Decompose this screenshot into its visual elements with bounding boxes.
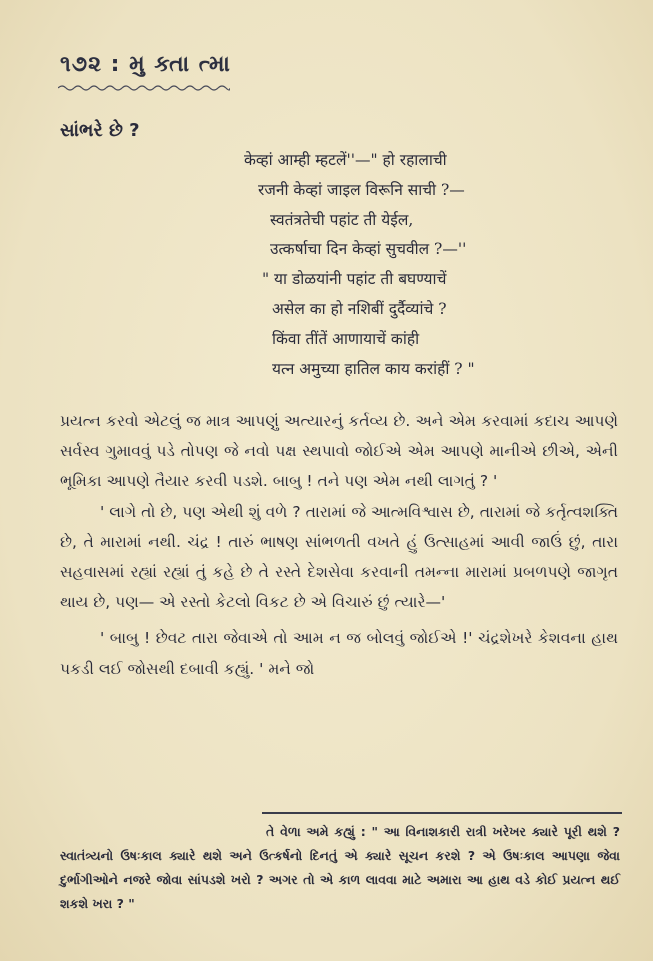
body-paragraph: ' બાબુ ! છેવટ તારા જેવાએ તો આમ ન જ બોલવું જોઈએ !' ચંદ્રશેખરે કેશવના હાથ પકડી લઈ જોસથી દબાવી કહ્યું. ' મને જો [60, 629, 618, 678]
verse-line: रजनी केव्हां जाइल विरूनि साची ?— [258, 180, 465, 199]
verse-line: केव्हां आम्ही म्हटलें''—" हो रहालाची [244, 151, 447, 169]
verse-line: यत्न अमुच्या हातिल काय करांहीं ? " [272, 359, 475, 378]
body-text [60, 406, 618, 684]
body-paragraph: પ્રયત્ન કરવો એટલું જ માત્ર આપણું અત્યારનું કર્તવ્ય છે. અને એમ કરવામાં કદાચ આપણે સર્વસ્વ ગુમાવવું પડે તોપણ જે નવો પક્ષ સ્થપાવો જોઈએ એમ આપણે માનીએ છીએ, એની ભૂમિકા આપણે તૈયાર કરવી પડશે. બાબુ ! તને પણ એમ નથી લાગતું ? ' [60, 412, 618, 491]
footnote-rule [262, 812, 622, 814]
verse-line: उत्कर्षाचा दिन केव्हां सुचवील ?—'' [270, 240, 467, 259]
footnote [60, 820, 620, 916]
lead-line: સાંભરે છે ? [60, 120, 140, 141]
verse-line: " या डोळयांनी पहांट ती बघण्याचें [262, 270, 447, 289]
body-paragraph: ' લાગે તો છે, પણ એથી શું વળે ? તારામાં જે આત્મવિશ્વાસ છે, તારામાં જે કર્તૃત્વશક્તિ છે, તે મારામાં નથી. ચંદ્ર ! તારું ભાષણ સાંભળતી વખતે હું ઉત્સાહમાં આવી જાઉં છું, તારા સહવાસમાં રહ્યાં રહ્યાં તું કહે છે તે રસ્તે દેશસેવા કરવાની તમન્ના મારામાં પ્રબળપણે જાગૃત થાય છે, પણ— એ રસ્તો કેટલો વિકટ છે એ વિચારું છું ત્યારે—' [60, 502, 618, 612]
verse-line: असेल का हो नशिबीं दुर्दैव्यांचे ? [272, 299, 447, 318]
marathi-verse [244, 146, 622, 384]
running-head-wavy-rule [58, 84, 230, 92]
footnote-text: તે વેળા અમે કહ્યું : " આ વિનાશકારી રાત્રી ખરેખર ક્યારે પૂરી થશે ? સ્વાતંત્ર્યનો ઉષઃકાલ ક્યારે થશે અને ઉત્કર્ષનો દિનતું એ ક્યારે સૂચન કરશે ? એ ઉષઃકાલ આપણા જેવા દુર્ભાગીઓને નજરે જોવા સાંપડશે ખરો ? અગર તો એ કાળ લાવવા માટે અમારા આ હાથ વડે કોઈ પ્રયત્ન થઈ શકશે ખરા ? " [60, 824, 620, 911]
verse-line: किंवा तींतें आणायाचें कांही [272, 329, 420, 348]
running-head: ૧૭૨ : મુ ક્તા ત્મા [60, 52, 231, 77]
verse-line: स्वतंत्रतेची पहांट ती येईल, [270, 210, 414, 229]
